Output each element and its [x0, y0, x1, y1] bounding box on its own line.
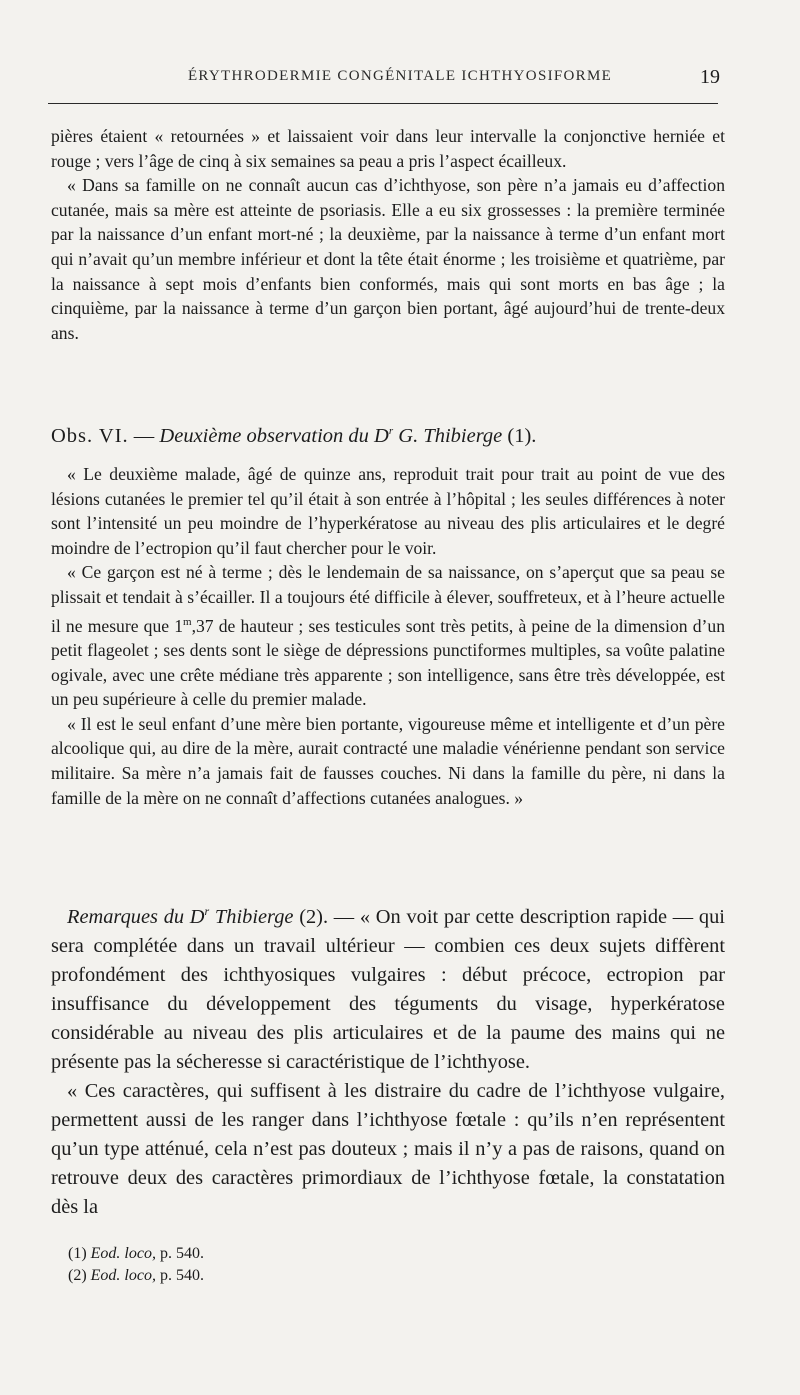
footnote-ref: (2). [299, 905, 329, 928]
remarks-section [51, 897, 725, 1222]
observation-body [51, 462, 725, 810]
observation-title: Deuxième observation du $D^r$ G. Thibierge [159, 424, 503, 447]
paragraph: « Ce garçon est né à terme ; dès le lendemain de sa naissance, on s’aperçut que sa peau se plissait et tendait à s’écailler. Il a toujours été difficile à élever, souffreteux, et à l’heure actuelle il ne mesure que 1$^m$,37 de hauteur ; ses testicules sont très petits, à peine de la dimension d’un petit flageolet ; ses dents sont le siège de dépressions punctiformes multiples, sa voûte palatine ogivale, avec une crête médiane très apparente ; son intelligence, sans être très développée, est un peu supérieure à celle du premier malade. [51, 562, 725, 710]
paragraph: « Dans sa famille on ne connaît aucun cas d’ichthyose, son père n’a jamais eu d’affection cutanée, mais sa mère est atteinte de psoriasis. Elle a eu six grossesses : la première terminée par la naissance d’un enfant mort-né ; la deuxième, par la naissance à terme d’un enfant mort qui n’avait qu’un membre inférieur et dont la tête était énorme ; les troisième et quatrième, par la naissance à sept mois d’enfants bien conformés, mais qui sont morts en bas âge ; la cinquième, par la naissance à terme d’un garçon bien portant, âgé aujourd’hui de trente-deux ans. [51, 175, 725, 343]
paragraph: « Ces caractères, qui suffisent à les distraire du cadre de l’ichthyose vulgaire, permettent aussi de les ranger dans l’ichthyose fœtale : qu’ils n’en représentent qu’un type atténué, cela n’est pas douteux ; mais il n’y a pas de raisons, quand on retrouve deux des caractères primordiaux de l’ichthyose fœtale, la constatation dès la [51, 1079, 725, 1218]
footnote-2: (2) Eod. loco, p. 540. [68, 1267, 204, 1284]
footnotes [68, 1243, 568, 1287]
remarks-heading: Remarques du $D^r$ Thibierge [67, 904, 294, 928]
page-number: 19 [700, 66, 720, 88]
page-header [50, 66, 720, 90]
footnote-ref: (1). [507, 424, 537, 447]
footnote-1: (1) Eod. loco, p. 540. [68, 1245, 204, 1262]
paragraph: « Il est le seul enfant d’une mère bien portante, vigoureuse même et intelligente et d’un père alcoolique qui, au dire de la mère, aurait contracté une maladie vénérienne pendant son service militaire. Sa mère n’a jamais fait de fausses couches. Ni dans la famille du père, ni dans la famille de la mère on ne connaît d’affections cutanées analogues. » [51, 713, 725, 808]
paragraph: Remarques du $D^r$ Thibierge (2). — « On voit par cette description rapide — qui sera complétée dans un travail ultérieur — combien ces deux sujets diffèrent profondément des ichthyosiques vulgaires : début précoce, ectropion par insuffisance du développement des téguments du visage, hyperkératose considérable au niveau des plis articulaires et de la paume des mains qui ne présente pas la sécheresse si caractéristique de l’ichthyose. [51, 904, 725, 1073]
observation-heading [51, 417, 725, 450]
observation-dash: — [133, 424, 155, 447]
running-title: ÉRYTHRODERMIE CONGÉNITALE ICHTHYOSIFORME [187, 68, 613, 84]
case-history-continued [51, 124, 725, 345]
header-rule [48, 103, 718, 104]
observation-label: Obs. VI. [51, 424, 129, 447]
paragraph: pières étaient « retournées » et laissaient voir dans leur intervalle la conjonctive herniée et rouge ; vers l’âge de cinq à six semaines sa peau a pris l’aspect écailleux. [51, 126, 725, 171]
paragraph: « Le deuxième malade, âgé de quinze ans, reproduit trait pour trait au point de vue des lésions cutanées le premier tel qu’il était à son entrée à l’hôpital ; les seules différences à noter sont l’intensité un peu moindre de l’hyperkératose au niveau des plis articulaires et le degré moindre de l’ectropion qu’il faut chercher pour le voir. [51, 464, 725, 558]
